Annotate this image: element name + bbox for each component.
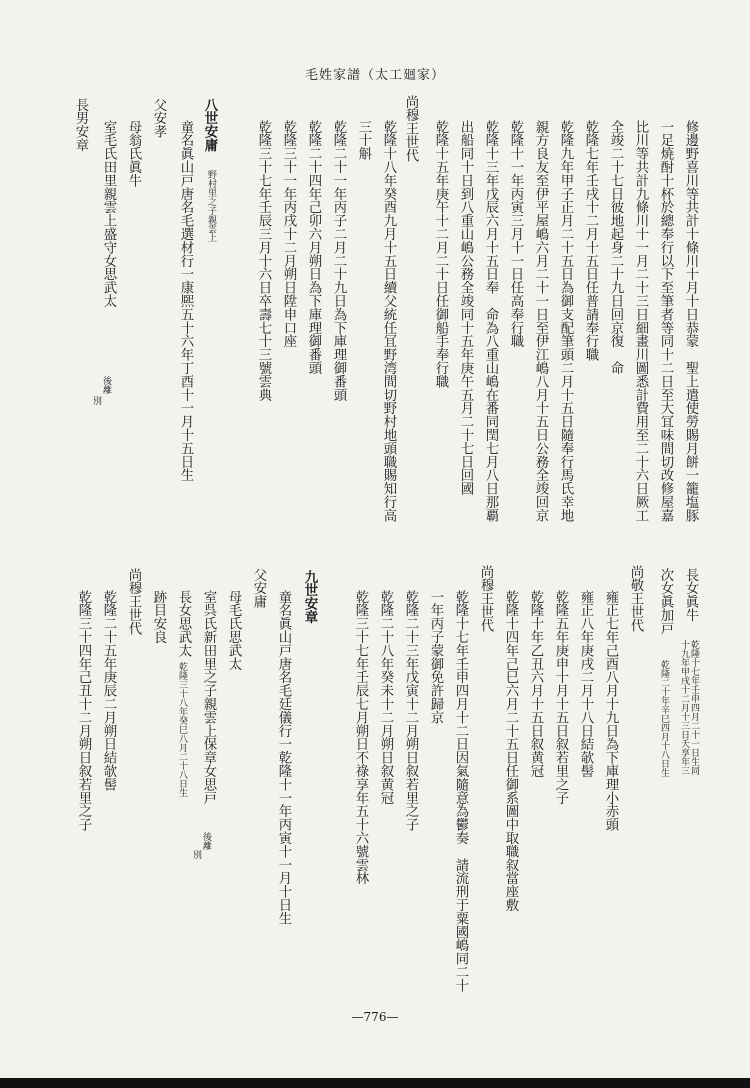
text-column: 室毛氏田里親雲上盛守女思武太 [101,120,116,308]
text-column: 跡目安良 [151,590,166,644]
text-column: 乾隆十五年庚午十二月二十日任御船手奉行職 [433,120,448,388]
text-column: 室呉氏新田里之子親雲上保章女思戸 [201,590,216,805]
text-column: 乾隆三十七年壬辰七月朔日不祿享年五十六號雲林 [353,590,368,885]
annotation-note: 十九年甲戌十二月十三日夭享年三 [679,640,689,775]
text-column: 乾隆二十八年癸未十二月朔日叙黄冠 [378,590,393,805]
text-column: 乾隆十八年癸酉九月十五日續父統任冝野湾間切野村地頭職賜知行高 [381,120,396,522]
reign-heading: 尚穆王世代 [126,568,141,635]
text-column: 乾隆十七年壬申四月十二日因氣隨意為鬱奏 請流刑于粟國嶋同二十 [453,590,468,992]
text-column: 乾隆二十一年丙子二月二十九日為下庫理御番頭 [331,120,346,402]
text-column: 乾隆十年乙丑六月十五日叙黄冠 [528,590,543,778]
text-column: 乾隆七年壬戌十二月十五日任普請奉行職 [583,120,598,362]
text-column: 母毛氏思武太 [226,590,241,671]
text-column: 全竣二十七日彼地起身二十九日回京復 命 [608,120,623,375]
text-column: 雍正八年庚戌二月十八日結欹髻 [578,590,593,778]
reign-heading: 尚穆王世代 [403,95,418,162]
annotation-note: 別 [191,850,201,859]
text-column: 乾隆二十三年戊寅十二月朔日叙若里之子 [403,590,418,832]
text-column: 乾隆二十五年庚辰二月朔日結欹髻 [101,590,116,791]
text-column: 乾隆三十一年丙戌十二月朔日陞申口座 [281,120,296,348]
annotation-note: 乾隆十七年壬申四月二十一日生同 [689,640,699,775]
text-column: 乾隆十一年丙寅三月十一日任高奉行職 [508,120,523,348]
reign-heading: 尚敬王世代 [628,565,643,632]
text-column: 修邊野喜川等共計十條川十月十日恭蒙 聖上遣使勞賜月餅一籠塩豚 [683,120,698,522]
annotation-note: 別 [91,396,101,405]
annotation-note: 後離 [101,376,111,394]
text-column: 乾隆三十七年壬辰三月十六日卒壽七十三號雲典 [256,120,271,402]
text-column: 出船同十日到八重山嶋公務全竣同十五年庚午五月二十七日回國 [458,120,473,496]
text-column: 比川等共計九條川十一月二十三日細畫川圖悉計費用至二十六日厥工 [633,120,648,522]
annotation-note: 後離 [201,832,211,850]
text-column: 母翁氏眞牛 [126,120,141,187]
annotation-note: 乾隆二十年辛巳四月十八日生 [659,660,669,777]
heading-note: 野村里之子親雲上 [206,170,216,242]
text-column: 父安孝 [151,98,166,139]
reign-heading: 尚穆王世代 [478,565,493,632]
text-column: 乾隆三十四年己丑十二月朔日叙若里之子 [76,590,91,832]
text-column: 童名眞山戸唐名毛廷儀行一乾隆十一年丙寅十一月十日生 [276,590,291,925]
text-column: 雍正七年己酉八月十九日為下庫理小赤頭 [603,590,618,832]
generation-heading: 八世安庸 [202,98,218,152]
page-header: 毛姓家譜（太工廻家） [304,68,445,83]
text-column: 乾隆十四年己巳六月二十五日任御系圖中取職叙當座敷 [503,590,518,912]
text-column: 乾隆五年庚申十月十五日叙若里之子 [553,590,568,805]
text-column: 一年丙子蒙御免許歸京 [428,590,443,724]
scan-edge [0,1078,750,1088]
page-number: —776— [351,1010,399,1024]
text-column: 親方良友至伊平屋嶋六月二十一日至伊江嶋八月十五日公務全竣回京 [533,120,548,522]
text-column: 三十斛 [356,120,371,161]
text-column: 乾隆十三年戊辰六月十五日奉 命為八重山嶋在番同閏七月八日那覇 [483,120,498,522]
text-column: 長男安章 [73,98,88,152]
generation-heading: 九世安章 [302,570,318,624]
text-column: 次女眞加戸 [658,568,673,635]
text-column: 一足焼酎十杯於總奉行以下至筆者等同十二日至大冝味間切改修屋嘉 [658,120,673,522]
text-column: 長女眞牛 [683,568,698,622]
annotation-note: 乾隆三十八年癸巳八月二十八日生 [177,662,187,797]
text-column: 乾隆二十四年己卯六月朔日為下庫理御番頭 [306,120,321,375]
text-column: 父安庸 [251,568,266,609]
text-column: 童名眞山戸唐名毛選材行一康熈五十六年丁酉十一月十五日生 [178,120,193,482]
text-column: 乾隆九年甲子正月二十五日為御支配筆頭二月十五日隨奉行馬氏幸地 [558,120,573,522]
text-column: 長女思武太 [176,590,191,657]
